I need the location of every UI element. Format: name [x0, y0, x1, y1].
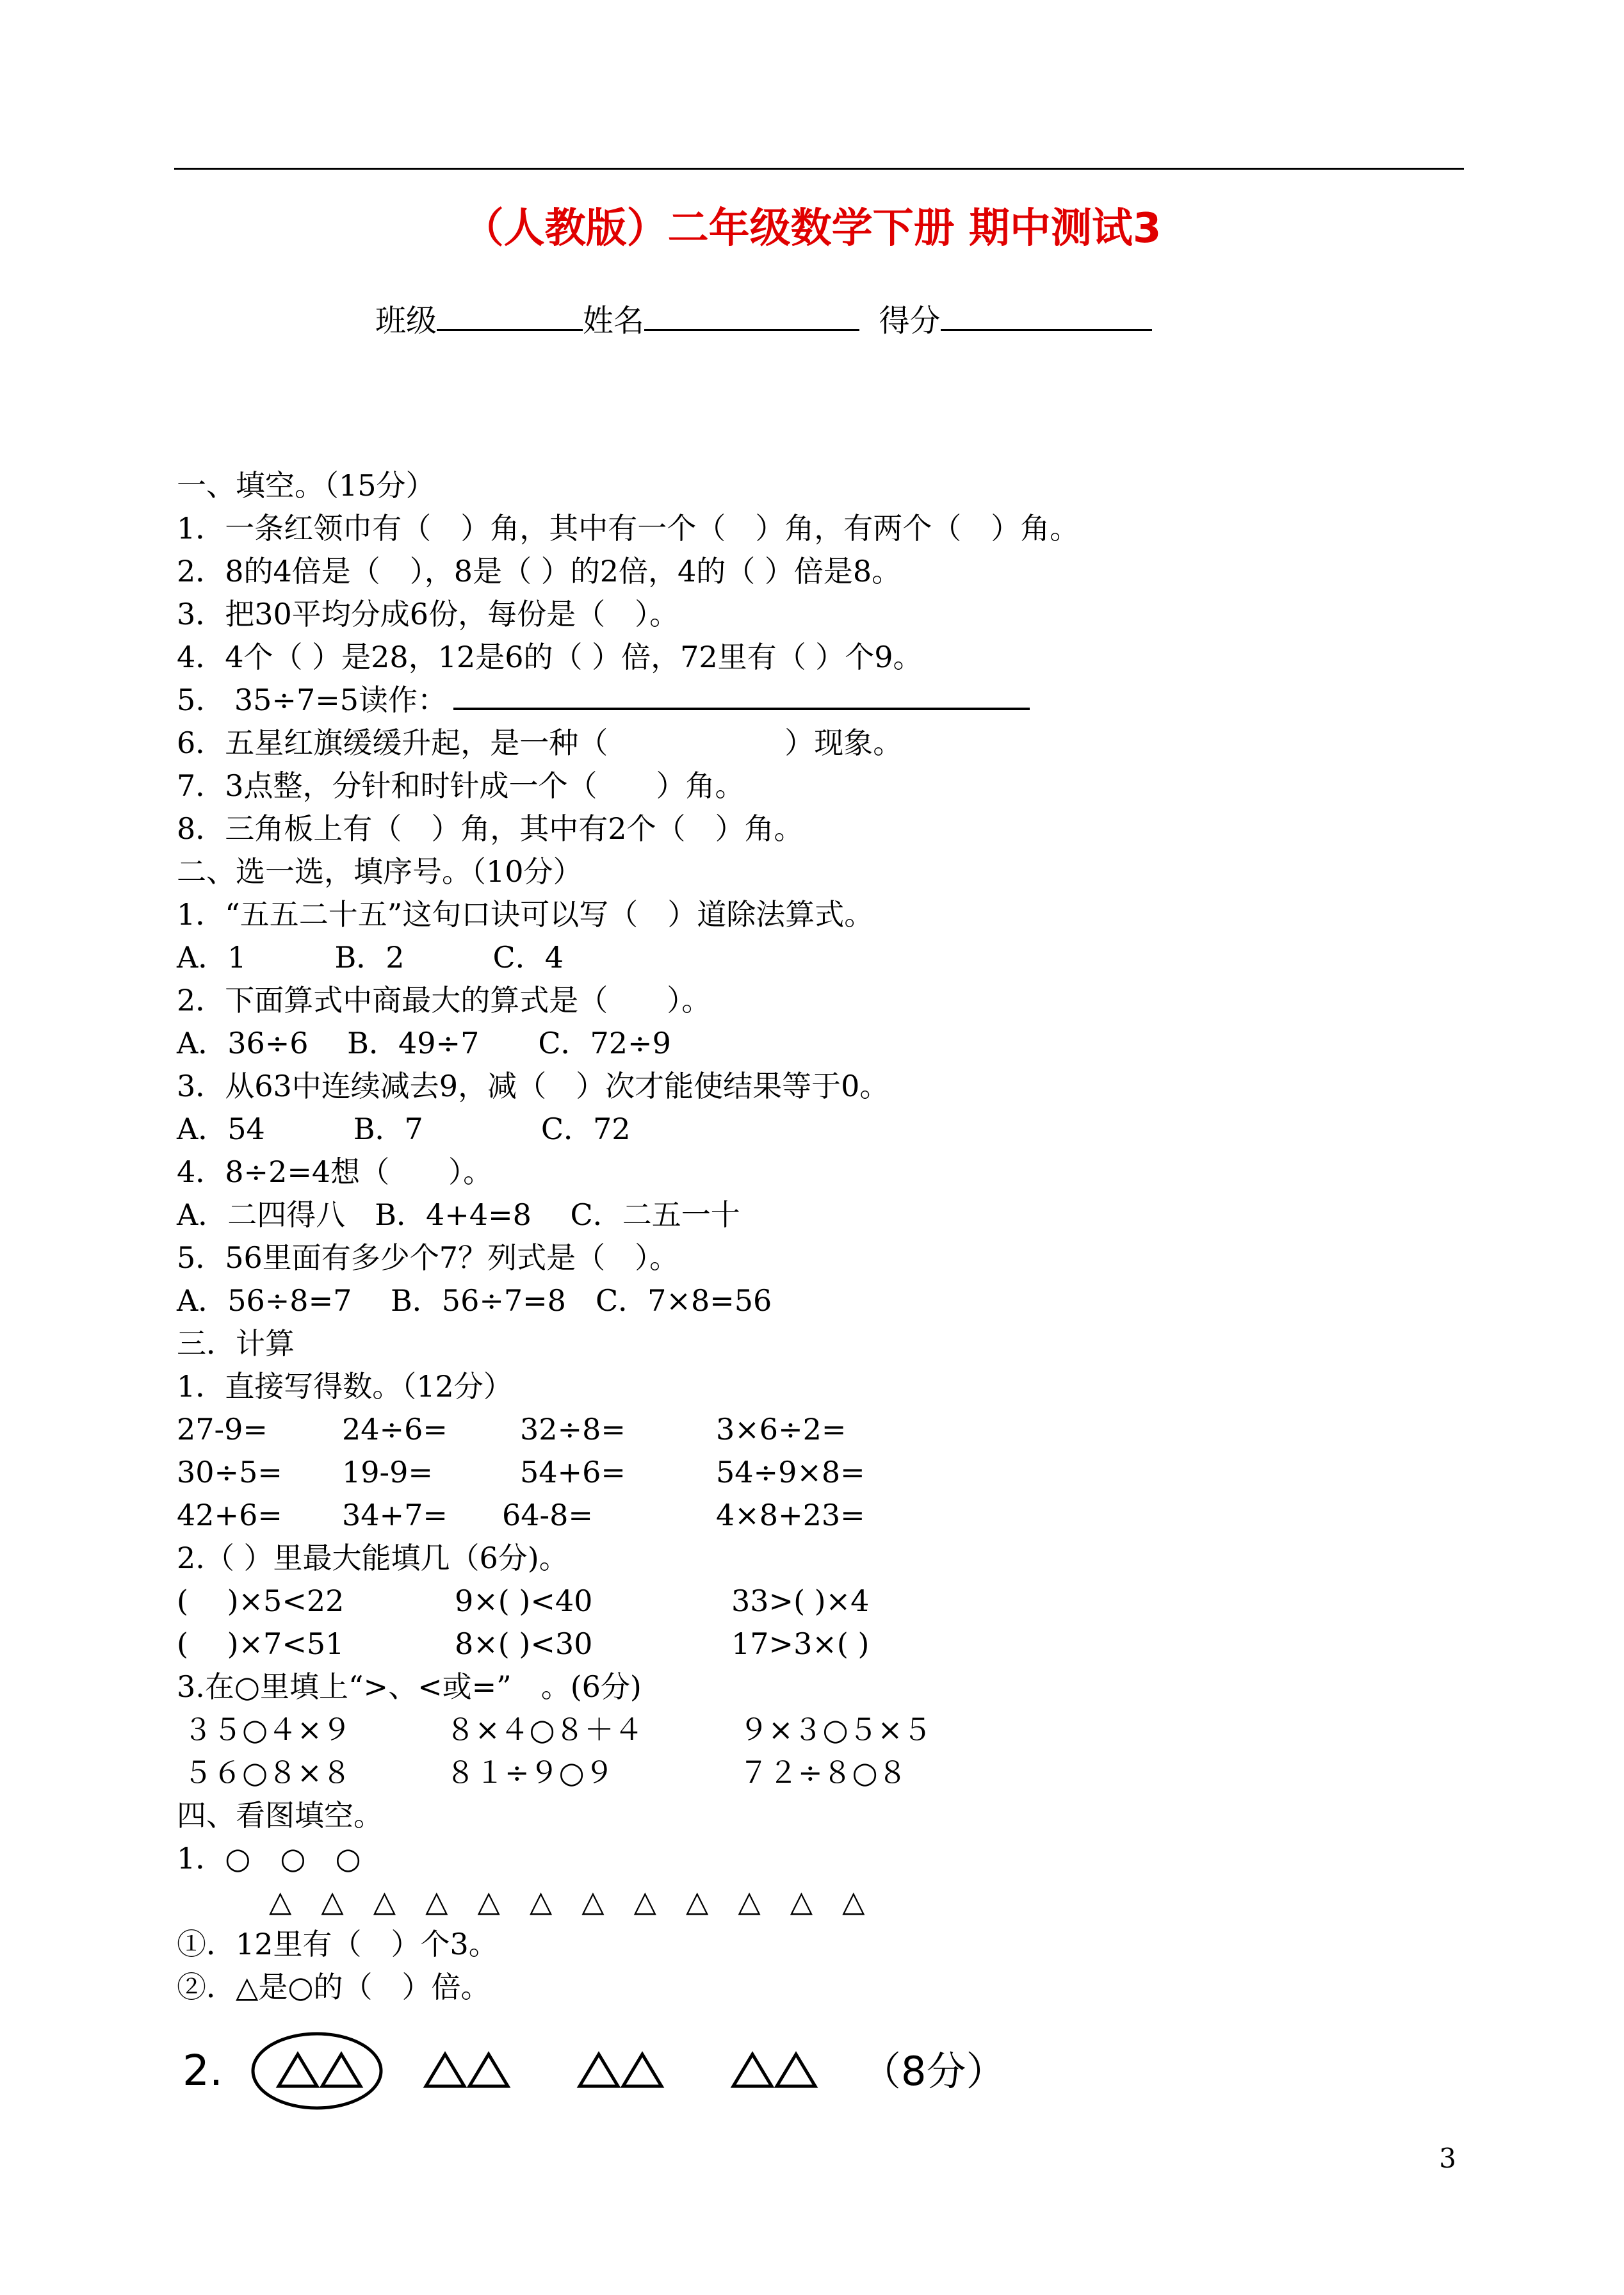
- fill-item: ( )×7<51: [177, 1626, 345, 1661]
- compare-item: ３５○４×９: [183, 1712, 352, 1747]
- calc-item: 30÷5=: [177, 1455, 282, 1489]
- options: A．56÷8=7 B．56÷7=8 C．7×8=56: [177, 1283, 772, 1318]
- question: 3．把30平均分成6份，每份是（ ）。: [177, 597, 679, 631]
- top-rule: [174, 168, 1464, 170]
- triangle-icon: [322, 2054, 361, 2086]
- question: 8．三角板上有（ ）角，其中有2个（ ）角。: [177, 811, 804, 846]
- question: 3.在○里填上“>、<或=” 。(6分): [177, 1669, 642, 1704]
- question: 4．4个（ ）是28，12是6的（ ）倍，72里有（ ）个9。: [177, 640, 923, 674]
- grouping-oval: [253, 2034, 381, 2108]
- triangle-groups-figure: [183, 2022, 1034, 2112]
- triangle-icon: [580, 2054, 618, 2086]
- compare-item: ７２÷８○８: [739, 1755, 907, 1790]
- name-blank[interactable]: [644, 304, 859, 331]
- score-blank[interactable]: [941, 304, 1152, 331]
- section-1-title: 一、填空。（15分）: [177, 468, 435, 503]
- class-label: 班级: [375, 303, 437, 339]
- question: 2．下面算式中商最大的算式是（ ）。: [177, 983, 711, 1018]
- triangle-icons: [279, 2054, 815, 2086]
- page-title: （人教版）二年级数学下册 期中测试3: [462, 205, 1162, 252]
- triangle-icon: [279, 2054, 317, 2086]
- calc-item: 24÷6=: [342, 1412, 448, 1447]
- figure-number: 2.: [183, 2046, 223, 2095]
- question: 1．“五五二十五”这句口诀可以写（ ）道除法算式。: [177, 897, 874, 932]
- figure-score: （8分）: [861, 2048, 1006, 2095]
- calc-item: 54+6=: [520, 1455, 626, 1489]
- score-label: 得分: [879, 303, 941, 339]
- fill-item: 9×( )<40: [455, 1584, 593, 1618]
- options: A．1 B．2 C．4: [177, 940, 564, 975]
- class-blank[interactable]: [437, 304, 583, 331]
- calc-item: 34+7=: [342, 1498, 448, 1532]
- question: 1．直接写得数。（12分）: [177, 1369, 513, 1404]
- options: A．二四得八 B．4+4=8 C．二五一十: [177, 1197, 740, 1232]
- circles-row: 1．○ ○ ○: [177, 1841, 361, 1876]
- calc-item: 4×8+23=: [716, 1498, 865, 1532]
- question: 1．一条红领巾有（ ）角，其中有一个（ ）角，有两个（ ）角。: [177, 511, 1080, 546]
- compare-item: ９×３○５×５: [739, 1712, 932, 1747]
- calc-item: 19-9=: [342, 1455, 433, 1489]
- compare-item: ８１÷９○９: [446, 1755, 614, 1790]
- options: A．36÷6 B．49÷7 C．72÷9: [177, 1026, 671, 1060]
- question: 2.（ ）里最大能填几（6分)。: [177, 1541, 569, 1575]
- question-2-figure: [183, 2022, 1034, 2112]
- question: ①．12里有（ ）个3。: [177, 1927, 498, 1961]
- fill-item: 17>3×( ): [731, 1626, 870, 1661]
- question: 2．8的4倍是（ ），8是（ ）的2倍，4的（ ）倍是8。: [177, 554, 902, 588]
- question: 5．56里面有多少个7？列式是（ ）。: [177, 1240, 679, 1275]
- triangle-icon: [426, 2054, 464, 2086]
- calc-item: 32÷8=: [520, 1412, 626, 1447]
- calc-item: 42+6=: [177, 1498, 282, 1532]
- student-info: [375, 296, 1152, 340]
- section-4-title: 四、看图填空。: [177, 1798, 383, 1833]
- compare-item: ８×４○８＋４: [446, 1712, 644, 1747]
- compare-item: ５６○８×８: [183, 1755, 352, 1790]
- question-text: 5. 35÷7=5读作：: [177, 683, 448, 717]
- triangle-icon: [733, 2054, 772, 2086]
- section-2-title: 二、选一选，填序号。（10分）: [177, 854, 583, 889]
- fill-item: 33>( )×4: [731, 1584, 870, 1618]
- question: ②．△是○的（ ）倍。: [177, 1970, 491, 2004]
- calc-item: 3×6÷2=: [716, 1412, 847, 1447]
- page-number: 3: [1439, 2143, 1456, 2174]
- triangle-icon: [623, 2054, 662, 2086]
- name-label: 姓名: [583, 303, 645, 339]
- triangles-row: △ △ △ △ △ △ △ △ △ △ △ △: [269, 1884, 865, 1918]
- fill-item: ( )×5<22: [177, 1584, 345, 1618]
- options: A．54 B．7 C．72: [177, 1112, 631, 1146]
- section-3-title: 三．计算: [177, 1326, 295, 1361]
- calc-item: 27-9=: [177, 1412, 268, 1447]
- fill-item: 8×( )<30: [455, 1626, 593, 1661]
- question: 6．五星红旗缓缓升起，是一种（ ）现象。: [177, 726, 903, 760]
- question: 4．8÷2=4想（ ）。: [177, 1155, 493, 1189]
- question: [177, 681, 1030, 719]
- answer-line[interactable]: [453, 682, 1030, 710]
- calc-item: 54÷9×8=: [716, 1455, 865, 1489]
- triangle-icon: [777, 2054, 815, 2086]
- question: 7．3点整，分针和时针成一个（ ）角。: [177, 768, 745, 803]
- triangle-icon: [469, 2054, 508, 2086]
- calc-item: 64-8=: [502, 1498, 593, 1532]
- question: 3．从63中连续减去9，减（ ）次才能使结果等于0。: [177, 1069, 889, 1103]
